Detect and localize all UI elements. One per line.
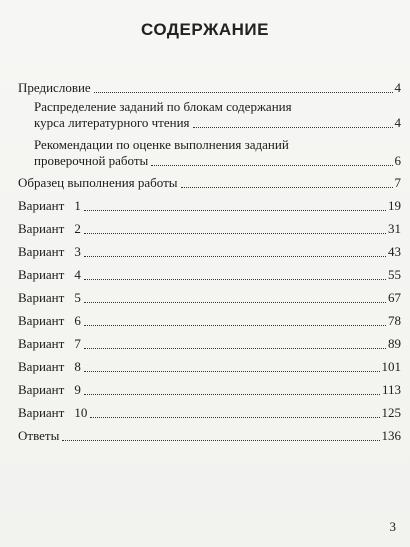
toc-page-number: 55 [388, 267, 401, 282]
variant-label: Вариант [18, 405, 65, 420]
variant-label: Вариант [18, 244, 65, 259]
variant-label: Вариант [18, 221, 65, 236]
toc-page-number: 125 [381, 405, 401, 420]
toc-entry-text [18, 405, 87, 421]
toc-page-number: 89 [388, 336, 401, 351]
toc-page-number: 113 [381, 382, 401, 397]
dot-leader [84, 302, 386, 303]
toc-page-number: 6 [394, 153, 401, 168]
toc-entry-variant [18, 336, 401, 352]
dot-leader [84, 279, 386, 280]
variant-number: 4 [74, 267, 81, 282]
toc-entry-variant [18, 244, 401, 260]
toc-entry-text-line2: проверочной работы [34, 153, 149, 168]
variant-label: Вариант [18, 336, 65, 351]
toc-entry-variant [18, 221, 401, 237]
dot-leader [94, 92, 393, 93]
toc-subentry-recommendations [18, 137, 401, 169]
toc-page-number: 78 [388, 313, 401, 328]
toc-entry-text-line2: курса литературного чтения [34, 115, 190, 130]
toc-page-number: 7 [394, 175, 401, 190]
variant-number: 3 [74, 244, 81, 259]
dot-leader [151, 165, 392, 166]
toc-entry-sample [18, 175, 401, 191]
toc-entry-text [18, 382, 81, 398]
toc-entry-text [18, 336, 81, 352]
variant-label: Вариант [18, 313, 65, 328]
toc-entry-text-line1: Рекомендации по оценке выполнения заданий [34, 137, 289, 152]
variant-number: 1 [74, 198, 81, 213]
dot-leader [84, 233, 386, 234]
toc-entry-text [18, 244, 81, 260]
toc-entry-text: Образец выполнения работы [18, 175, 178, 190]
toc-page-number: 136 [381, 428, 401, 443]
variant-number: 10 [74, 405, 88, 420]
toc-page-number: 31 [388, 221, 401, 236]
toc-entry-variant [18, 313, 401, 329]
toc-page-number: 4 [394, 80, 401, 95]
dot-leader [193, 127, 393, 128]
toc-page-number: 4 [394, 115, 401, 130]
variant-number: 8 [74, 359, 81, 374]
toc-entry-variant [18, 405, 401, 421]
toc-page-number: 19 [388, 198, 401, 213]
dot-leader [62, 440, 379, 441]
toc-entry-variant [18, 198, 401, 214]
toc-entry-text-line1: Распределение заданий по блокам содержания [34, 99, 292, 114]
variant-number: 5 [74, 290, 81, 305]
variant-label: Вариант [18, 382, 65, 397]
dot-leader [84, 348, 386, 349]
table-of-contents [18, 80, 401, 444]
variant-label: Вариант [18, 290, 65, 305]
toc-entry-variant [18, 267, 401, 283]
toc-entry-variant [18, 382, 401, 398]
toc-page-number: 43 [388, 244, 401, 259]
page-number: 3 [389, 519, 396, 534]
dot-leader [84, 325, 386, 326]
toc-page-number: 67 [388, 290, 401, 305]
toc-entry-text [18, 359, 81, 375]
dot-leader [84, 256, 386, 257]
dot-leader [84, 210, 386, 211]
toc-entry-text [18, 221, 81, 237]
toc-entry-text [18, 267, 81, 283]
variant-number: 9 [74, 382, 81, 397]
toc-entry-text [18, 313, 81, 329]
variant-label: Вариант [18, 198, 65, 213]
variant-label: Вариант [18, 359, 65, 374]
toc-entry-variant [18, 359, 401, 375]
dot-leader [84, 371, 380, 372]
toc-entry-text: Предисловие [18, 80, 91, 95]
dot-leader [84, 394, 380, 395]
toc-entry-answers [18, 428, 401, 444]
variant-label: Вариант [18, 267, 65, 282]
variant-number: 2 [74, 221, 81, 236]
toc-subentry-distribution [18, 99, 401, 131]
variant-list [18, 191, 401, 421]
toc-entry-text: Ответы [18, 428, 60, 443]
variant-number: 7 [74, 336, 81, 351]
toc-page-number: 101 [381, 359, 401, 374]
toc-entry-text [18, 290, 81, 306]
toc-entry-text [18, 198, 81, 214]
toc-entry-variant [18, 290, 401, 306]
dot-leader [90, 417, 379, 418]
page-title: СОДЕРЖАНИЕ [141, 20, 269, 39]
toc-entry-preface [18, 80, 401, 96]
variant-number: 6 [74, 313, 81, 328]
dot-leader [181, 187, 393, 188]
